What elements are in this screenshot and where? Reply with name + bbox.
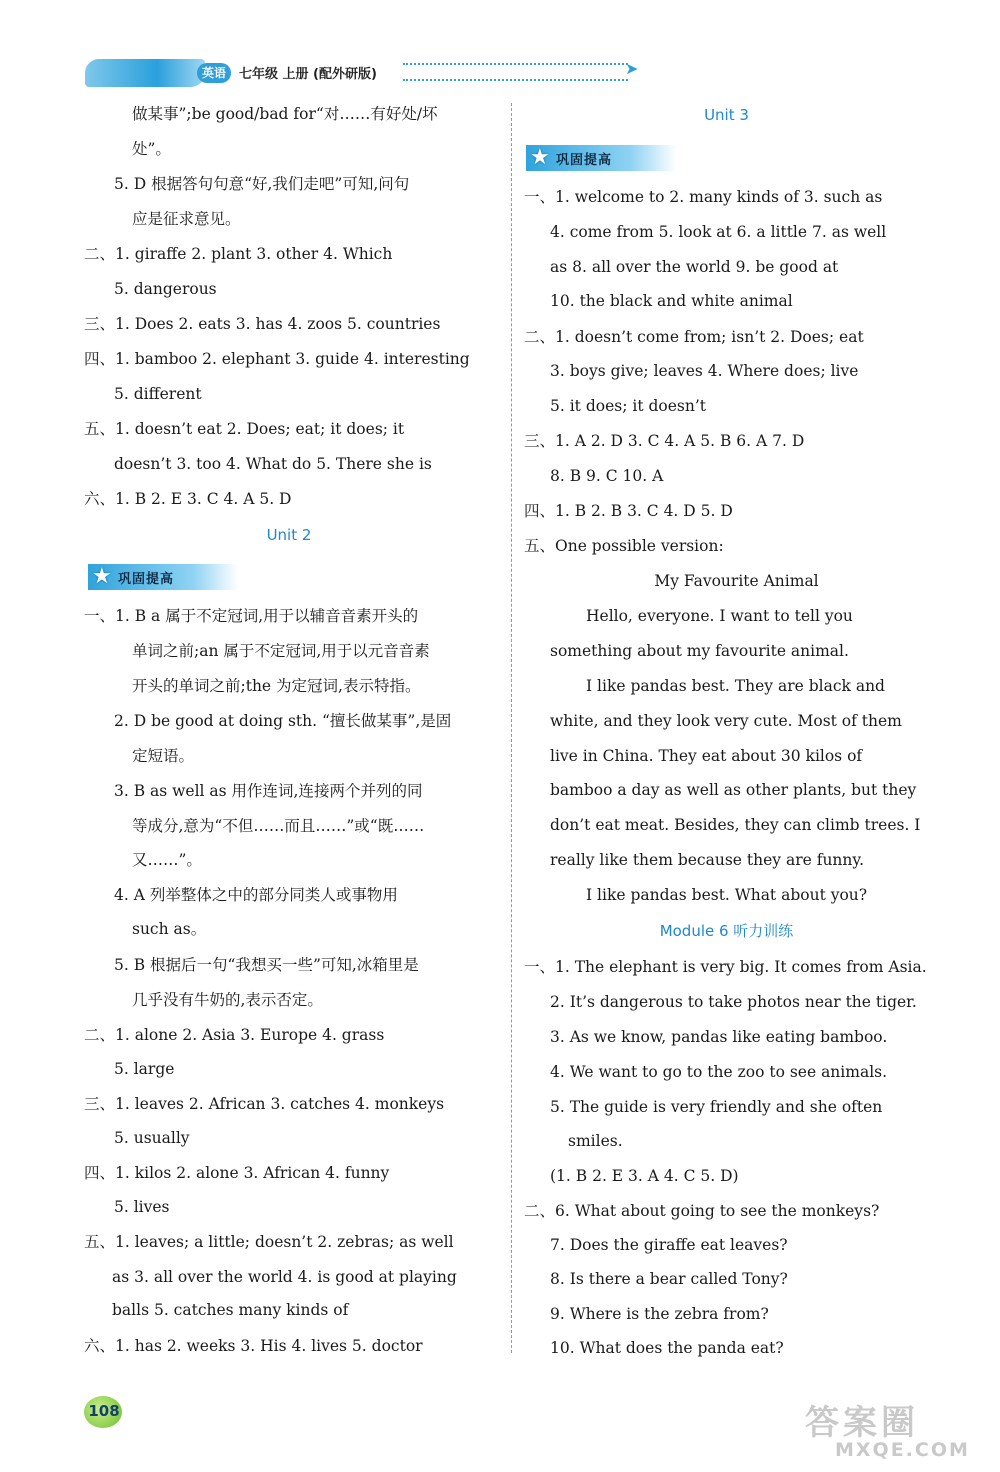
banner-label: 巩固提高 [118, 572, 175, 587]
text-line: 二、1. giraffe 2. plant 3. other 4. Which [84, 245, 393, 263]
text-line: 5. D 根据答句句意“好,我们走吧”可知,问句 [114, 175, 410, 193]
text-line: 5. it does; it doesn’t [550, 397, 706, 415]
text-line: as 8. all over the world 9. be good at [550, 258, 839, 276]
essay-title: My Favourite Animal [654, 572, 819, 590]
text-line: 四、1. B 2. B 3. C 4. D 5. D [524, 502, 733, 520]
text-line: 六、1. B 2. E 3. C 4. A 5. D [84, 490, 292, 508]
text-line: 3. B as well as 用作连词,连接两个并列的同 [114, 782, 423, 800]
text-line: 7. Does the giraffe eat leaves? [550, 1236, 788, 1254]
text-line: 二、1. doesn’t come from; isn’t 2. Does; eat [524, 328, 864, 346]
book-title: 七年级 上册 (配外研版) [239, 67, 377, 82]
text-line: 2. D be good at doing sth. “擅长做某事”,是固 [114, 712, 452, 730]
essay-line: Hello, everyone. I want to tell you [586, 607, 853, 625]
text-line: 5. large [114, 1060, 175, 1078]
section-banner [88, 564, 238, 590]
text-line: smiles. [568, 1132, 623, 1150]
text-line: doesn’t 3. too 4. What do 5. There she is [114, 455, 432, 473]
text-line: 四、1. bamboo 2. elephant 3. guide 4. interesting [84, 350, 470, 368]
essay-line: live in China. They eat about 30 kilos of [550, 747, 863, 765]
page-number [84, 1392, 124, 1430]
text-line: 5. lives [114, 1198, 170, 1216]
text-line: 一、1. The elephant is very big. It comes from Asia. [524, 958, 927, 976]
header-swoosh [85, 59, 205, 87]
text-line: 四、1. kilos 2. alone 3. African 4. funny [84, 1164, 390, 1182]
page-header [85, 55, 645, 91]
column-divider [511, 103, 512, 1353]
text-line: 5. dangerous [114, 280, 217, 298]
text-line: 应是征求意见。 [132, 210, 241, 228]
section-banner [526, 145, 676, 171]
text-line: 一、1. B a 属于不定冠词,用于以辅音音素开头的 [84, 607, 419, 625]
page-number-label: 108 [88, 1402, 120, 1420]
text-line: 二、6. What about going to see the monkeys? [524, 1202, 880, 1220]
text-line: 一、1. welcome to 2. many kinds of 3. such as [524, 188, 883, 206]
text-line: 9. Where is the zebra from? [550, 1305, 769, 1323]
text-line: 4. A 列举整体之中的部分同类人或事物用 [114, 886, 398, 904]
essay-line: bamboo a day as well as other plants, but they [550, 781, 917, 799]
essay-line: white, and they look very cute. Most of them [550, 712, 902, 730]
text-line: 8. Is there a bear called Tony? [550, 1270, 788, 1288]
text-line: 五、1. leaves; a little; doesn’t 2. zebras; as well [84, 1233, 454, 1251]
text-line: (1. B 2. E 3. A 4. C 5. D) [550, 1167, 739, 1185]
watermark [805, 1395, 990, 1465]
essay-line: don’t eat meat. Besides, they can climb trees. I [550, 816, 921, 834]
essay-line: I like pandas best. What about you? [586, 886, 868, 904]
text-line: 又……”。 [132, 851, 202, 869]
text-line: 单词之前;an 属于不定冠词,用于以元音音素 [132, 642, 430, 660]
text-line: 5. usually [114, 1129, 190, 1147]
watermark-url: MXQE.COM [835, 1439, 970, 1461]
text-line: 五、1. doesn’t eat 2. Does; eat; it does; it [84, 420, 405, 438]
text-line: 8. B 9. C 10. A [550, 467, 664, 485]
text-line: such as。 [132, 920, 207, 938]
text-line: 定短语。 [132, 747, 195, 765]
header-dotted-line [403, 63, 628, 81]
star-icon: ★ [92, 564, 112, 589]
text-line: 处”。 [132, 140, 171, 158]
section-heading: Unit 3 [704, 106, 749, 124]
essay-line: I like pandas best. They are black and [586, 677, 885, 695]
text-line: 三、1. leaves 2. African 3. catches 4. monkeys [84, 1095, 445, 1113]
text-line: 几乎没有牛奶的,表示否定。 [132, 991, 323, 1009]
banner-label: 巩固提高 [556, 153, 613, 168]
text-line: 做某事”;be good/bad for“对……有好处/坏 [132, 105, 438, 123]
watermark-logo: 答案圈 [805, 1403, 919, 1443]
text-line: 4. come from 5. look at 6. a little 7. as well [550, 223, 887, 241]
section-heading: Unit 2 [266, 526, 312, 544]
text-line: 5. B 根据后一句“我想买一些”可知,冰箱里是 [114, 956, 419, 974]
text-line: 开头的单词之前;the 为定冠词,表示特指。 [132, 677, 421, 695]
star-icon: ★ [530, 145, 550, 170]
text-line: 2. It’s dangerous to take photos near the tiger. [550, 993, 917, 1011]
essay-line: something about my favourite animal. [550, 642, 849, 660]
text-line: 10. What does the panda eat? [550, 1339, 784, 1357]
text-line: 5. different [114, 385, 202, 403]
text-line: 3. boys give; leaves 4. Where does; live [550, 362, 859, 380]
text-line: 等成分,意为“不但……而且……”或“既…… [132, 817, 425, 835]
text-line: 4. We want to go to the zoo to see animals. [550, 1063, 888, 1081]
text-line: 三、1. Does 2. eats 3. has 4. zoos 5. countries [84, 315, 441, 333]
text-line: 10. the black and white animal [550, 292, 793, 310]
essay-line: really like them because they are funny. [550, 851, 865, 869]
text-line: 5. The guide is very friendly and she often [550, 1098, 883, 1116]
text-line: 二、1. alone 2. Asia 3. Europe 4. grass [84, 1026, 385, 1044]
text-line: 三、1. A 2. D 3. C 4. A 5. B 6. A 7. D [524, 432, 805, 450]
arrow-icon: ➤ [625, 59, 639, 78]
text-line: 3. As we know, pandas like eating bamboo. [550, 1028, 888, 1046]
section-heading: Module 6 听力训练 [659, 922, 794, 940]
subject-badge: 英语 [197, 63, 231, 83]
text-line: balls 5. catches many kinds of [112, 1301, 349, 1319]
text-line: 六、1. has 2. weeks 3. His 4. lives 5. doctor [84, 1337, 423, 1355]
text-line: 五、One possible version: [524, 537, 724, 555]
text-line: as 3. all over the world 4. is good at playing [112, 1268, 457, 1286]
